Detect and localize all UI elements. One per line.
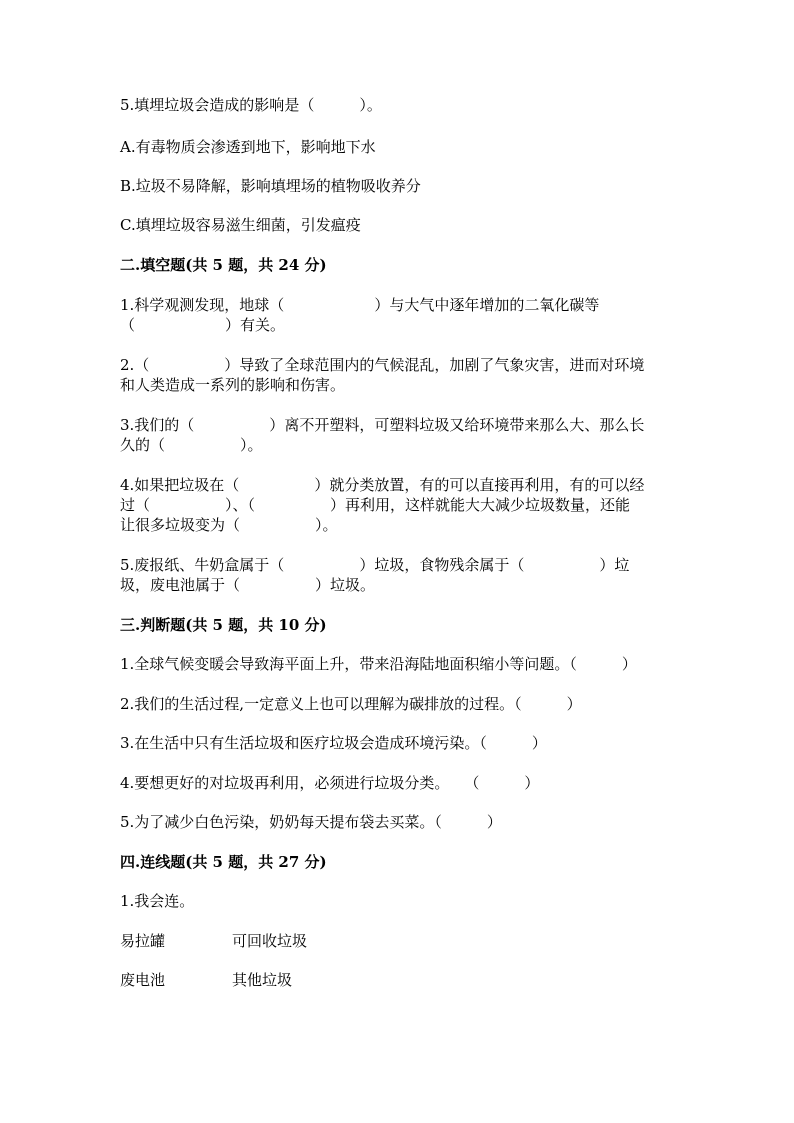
fill-q5-line2: 圾，废电池属于（ ）垃圾。: [120, 576, 376, 594]
option-a: A.有毒物质会渗透到地下，影响地下水: [120, 138, 376, 156]
fill-q5-line1: 5.废报纸、牛奶盒属于（ ）垃圾，食物残余属于（ ）垃: [120, 556, 630, 574]
match-right-item: 其他垃圾: [232, 971, 293, 989]
fill-q4-line1: 4.如果把垃圾在（ ）就分类放置，有的可以直接再利用，有的可以经: [120, 476, 645, 494]
match-left-item: 废电池: [120, 971, 166, 989]
match-left-item: 易拉罐: [120, 932, 166, 950]
judge-q2: 2.我们的生活过程,一定意义上也可以理解为碳排放的过程。（ ）: [120, 695, 582, 713]
section-heading-match: 四.连线题(共 5 题，共 27 分): [120, 853, 327, 871]
fill-q3-line2: 久的（ ）。: [120, 436, 263, 454]
judge-q4: 4.要想更好的对垃圾再利用，必须进行垃圾分类。 （ ）: [120, 774, 540, 792]
match-q1: 1.我会连。: [120, 892, 195, 910]
option-b: B.垃圾不易降解，影响填埋场的植物吸收养分: [120, 177, 421, 195]
option-c: C.填埋垃圾容易滋生细菌，引发瘟疫: [120, 216, 361, 234]
match-right-item: 可回收垃圾: [232, 932, 308, 950]
fill-q2-line1: 2.（ ）导致了全球范围内的气候混乱，加剧了气象灾害，进而对环境: [120, 356, 645, 374]
section-heading-judge: 三.判断题(共 5 题，共 10 分): [120, 616, 327, 634]
question-s1-5: 5.填埋垃圾会造成的影响是（ ）。: [120, 96, 382, 114]
section-heading-fill: 二.填空题(共 5 题，共 24 分): [120, 256, 327, 274]
judge-q3: 3.在生活中只有生活垃圾和医疗垃圾会造成环境污染。（ ）: [120, 734, 547, 752]
fill-q1-line2: （ ）有关。: [120, 316, 286, 334]
judge-q5: 5.为了减少白色污染，奶奶每天提布袋去买菜。（ ）: [120, 813, 502, 831]
fill-q1-line1: 1.科学观测发现，地球（ ）与大气中逐年增加的二氧化碳等: [120, 296, 600, 314]
fill-q4-line3: 让很多垃圾变为（ ）。: [120, 516, 338, 534]
fill-q3-line1: 3.我们的（ ）离不开塑料，可塑料垃圾又给环境带来那么大、那么长: [120, 416, 645, 434]
fill-q2-line2: 和人类造成一系列的影响和伤害。: [120, 376, 346, 394]
judge-q1: 1.全球气候变暖会导致海平面上升，带来沿海陆地面积缩小等问题。（ ）: [120, 655, 637, 673]
fill-q4-line2: 过（ ）、（ ）再利用，这样就能大大减少垃圾数量，还能: [120, 496, 631, 514]
